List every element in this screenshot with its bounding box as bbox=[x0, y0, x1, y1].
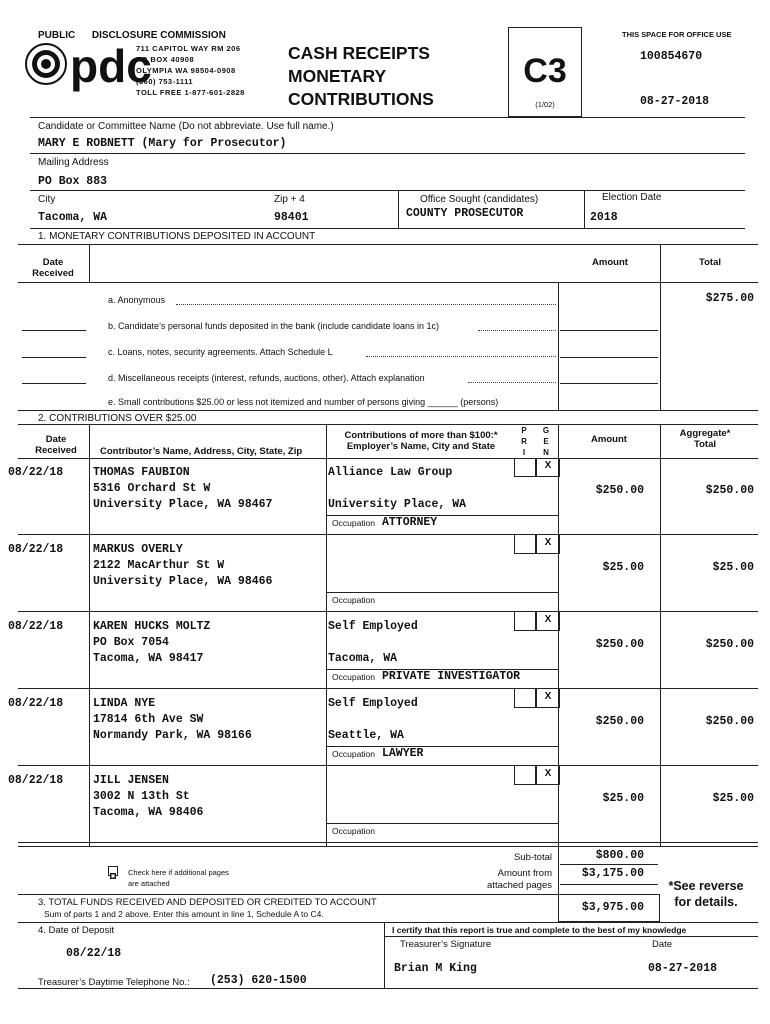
attached-pages-label: Amount from attached pages bbox=[487, 868, 552, 891]
col-aggregate: Aggregate* Total bbox=[679, 428, 731, 450]
address-line: PO BOX 40908 bbox=[136, 55, 195, 64]
grand-total: $3,975.00 bbox=[581, 901, 644, 914]
row-aggregate: $250.00 bbox=[705, 484, 754, 497]
primary-box[interactable] bbox=[514, 535, 536, 554]
contributor-city: University Place, WA 98467 bbox=[93, 498, 273, 511]
table-row bbox=[8, 612, 758, 689]
date-received-header: Date Received bbox=[32, 257, 74, 279]
employer-name: Self Employed bbox=[328, 620, 418, 633]
col-contributor: Contributor’s Name, Address, City, State, Zip bbox=[100, 446, 303, 457]
treasurer-signature: Brian M King bbox=[394, 962, 477, 975]
col-employer: Contributions of more than $100:* Employer’s Name, City and State bbox=[344, 430, 498, 452]
row-amount: $250.00 bbox=[595, 638, 644, 651]
contributor-name: LINDA NYE bbox=[93, 697, 156, 710]
signature-date-label: Date bbox=[652, 939, 673, 950]
section3-title: 3. TOTAL FUNDS RECEIVED AND DEPOSITED OR CREDITED TO ACCOUNT bbox=[38, 897, 377, 908]
form-code: C3 bbox=[523, 52, 567, 90]
occupation-label: Occupation bbox=[332, 749, 375, 759]
row-aggregate: $25.00 bbox=[712, 792, 754, 805]
agency-address bbox=[136, 43, 245, 98]
city: Tacoma, WA bbox=[38, 211, 108, 224]
general-box[interactable]: X bbox=[536, 458, 560, 477]
occupation-value: PRIVATE INVESTIGATOR bbox=[382, 670, 521, 683]
signature-label: Treasurer’s Signature bbox=[400, 939, 492, 950]
employer-name: Alliance Law Group bbox=[328, 466, 453, 479]
general-box[interactable]: X bbox=[536, 689, 560, 708]
agency-name: PUBLIC DISCLOSURE COMMISSION bbox=[38, 30, 226, 41]
deposit-date: 08/22/18 bbox=[66, 947, 122, 960]
attached-pages-amount: $3,175.00 bbox=[581, 867, 644, 880]
col-primary: P R I bbox=[521, 426, 527, 457]
contributor-name: THOMAS FAUBION bbox=[93, 466, 190, 479]
title-line: MONETARY bbox=[288, 66, 387, 86]
anonymous-line: a. Anonymous bbox=[108, 295, 166, 305]
contributor-city: Normandy Park, WA 98166 bbox=[93, 729, 252, 742]
office-sought-label: Office Sought (candidates) bbox=[420, 194, 539, 205]
row-aggregate: $25.00 bbox=[712, 561, 754, 574]
mailing-address: PO Box 883 bbox=[38, 175, 108, 188]
section1-title: 1. MONETARY CONTRIBUTIONS DEPOSITED IN ACCOUNT bbox=[38, 231, 316, 242]
employer-city: Seattle, WA bbox=[328, 729, 404, 742]
address-line: TOLL FREE 1-877-601-2828 bbox=[136, 88, 245, 97]
contributor-address: PO Box 7054 bbox=[93, 636, 169, 649]
occupation-label: Occupation bbox=[332, 518, 375, 528]
row-date: 08/22/18 bbox=[8, 620, 64, 633]
occupation-label: Occupation bbox=[332, 672, 375, 682]
svg-text:pdc: pdc bbox=[70, 40, 152, 92]
row-date: 08/22/18 bbox=[8, 543, 64, 556]
office-date: 08-27-2018 bbox=[640, 95, 710, 108]
amount-header: Amount bbox=[592, 257, 628, 268]
employer-name: Self Employed bbox=[328, 697, 418, 710]
contributor-address: 2122 MacArthur St W bbox=[93, 559, 225, 572]
contributor-address: 5316 Orchard St W bbox=[93, 482, 211, 495]
section2-title: 2. CONTRIBUTIONS OVER $25.00 bbox=[38, 413, 197, 424]
address-line: 711 CAPITOL WAY RM 206 bbox=[136, 44, 241, 53]
contributor-city: University Place, WA 98466 bbox=[93, 575, 273, 588]
occupation-label: Occupation bbox=[332, 595, 375, 605]
primary-box[interactable] bbox=[514, 458, 536, 477]
pdc-logo bbox=[22, 40, 152, 92]
total-header: Total bbox=[699, 257, 721, 268]
certification-text: I certify that this report is true and complete to the best of my knowledge bbox=[392, 925, 687, 935]
general-box[interactable]: X bbox=[536, 612, 560, 631]
mailing-address-label: Mailing Address bbox=[38, 157, 109, 168]
contributor-address: 3002 N 13th St bbox=[93, 790, 190, 803]
title-line: CONTRIBUTIONS bbox=[288, 89, 434, 109]
row-amount: $25.00 bbox=[602, 561, 644, 574]
primary-box[interactable] bbox=[514, 766, 536, 785]
personal-funds-line: b. Candidate’s personal funds deposited in the bank (include candidate loans in 1c) bbox=[108, 321, 440, 331]
misc-receipts-line: d. Miscellaneous receipts (interest, refunds, auctions, other). Attach explanation bbox=[108, 373, 425, 383]
table-row bbox=[8, 766, 758, 843]
form-code-box bbox=[508, 27, 582, 117]
row-amount: $25.00 bbox=[602, 792, 644, 805]
section3-subtitle: Sum of parts 1 and 2 above. Enter this amount in line 1, Schedule A to C4. bbox=[44, 909, 324, 919]
row-date: 08/22/18 bbox=[8, 466, 64, 479]
subtotal-amount: $800.00 bbox=[595, 849, 644, 862]
office-report-number: 100854670 bbox=[640, 50, 703, 63]
city-label: City bbox=[38, 194, 56, 205]
candidate-name-label: Candidate or Committee Name (Do not abbreviate. Use full name.) bbox=[38, 121, 334, 132]
additional-pages-label: Check here if additional pages are attached bbox=[128, 868, 229, 888]
employer-city: University Place, WA bbox=[328, 498, 467, 511]
primary-box[interactable] bbox=[514, 689, 536, 708]
contributor-name: MARKUS OVERLY bbox=[93, 543, 183, 556]
election-date-label: Election Date bbox=[602, 192, 662, 203]
contributor-city: Tacoma, WA 98406 bbox=[93, 806, 204, 819]
table-row bbox=[8, 535, 758, 612]
occupation-label: Occupation bbox=[332, 826, 375, 836]
subtotal-label: Sub-total bbox=[513, 852, 552, 863]
occupation-value: ATTORNEY bbox=[382, 516, 438, 529]
general-box[interactable]: X bbox=[536, 535, 560, 554]
contributor-name: KAREN HUCKS MOLTZ bbox=[93, 620, 211, 633]
phone-label: Treasurer’s Daytime Telephone No.: bbox=[38, 977, 190, 988]
contributor-city: Tacoma, WA 98417 bbox=[93, 652, 204, 665]
election-date: 2018 bbox=[590, 211, 618, 224]
candidate-name: MARY E ROBNETT (Mary for Prosecutor) bbox=[38, 137, 287, 150]
anonymous-total: $275.00 bbox=[705, 292, 754, 305]
contributor-address: 17814 6th Ave SW bbox=[93, 713, 204, 726]
address-line: (360) 753-1111 bbox=[136, 77, 194, 86]
checkbox-icon bbox=[109, 872, 117, 880]
additional-pages-checkbox[interactable] bbox=[108, 866, 118, 876]
primary-box[interactable] bbox=[514, 612, 536, 631]
office-sought: COUNTY PROSECUTOR bbox=[406, 207, 524, 220]
address-line: OLYMPIA WA 98504-0908 bbox=[136, 66, 236, 75]
row-amount: $250.00 bbox=[595, 484, 644, 497]
loans-line: c. Loans, notes, security agreements. Attach Schedule L bbox=[108, 347, 333, 357]
section4-title: 4. Date of Deposit bbox=[38, 925, 115, 936]
small-contributions-line: e. Small contributions $25.00 or less not itemized and number of persons giving ______ (persons) bbox=[108, 397, 499, 407]
row-aggregate: $250.00 bbox=[705, 638, 754, 651]
row-date: 08/22/18 bbox=[8, 697, 64, 710]
col-amount: Amount bbox=[591, 434, 627, 445]
signature-date: 08-27-2018 bbox=[648, 962, 718, 975]
zip-label: Zip + 4 bbox=[274, 194, 305, 205]
see-reverse-note: *See reverse for details. bbox=[668, 879, 744, 909]
zip: 98401 bbox=[274, 211, 309, 224]
table-row bbox=[8, 458, 758, 535]
office-use-label: THIS SPACE FOR OFFICE USE bbox=[622, 30, 732, 39]
occupation-value: LAWYER bbox=[382, 747, 424, 760]
general-box[interactable]: X bbox=[536, 766, 560, 785]
employer-city: Tacoma, WA bbox=[328, 652, 398, 665]
col-date-received: Date Received bbox=[35, 434, 77, 456]
treasurer-phone: (253) 620-1500 bbox=[210, 974, 307, 987]
form-title bbox=[288, 42, 434, 111]
col-general: G E N bbox=[542, 426, 550, 457]
row-date: 08/22/18 bbox=[8, 774, 64, 787]
table-row bbox=[8, 689, 758, 766]
form-revision: (1/02) bbox=[535, 100, 555, 109]
row-aggregate: $250.00 bbox=[705, 715, 754, 728]
row-amount: $250.00 bbox=[595, 715, 644, 728]
title-line: CASH RECEIPTS bbox=[288, 43, 430, 63]
contributor-name: JILL JENSEN bbox=[93, 774, 169, 787]
